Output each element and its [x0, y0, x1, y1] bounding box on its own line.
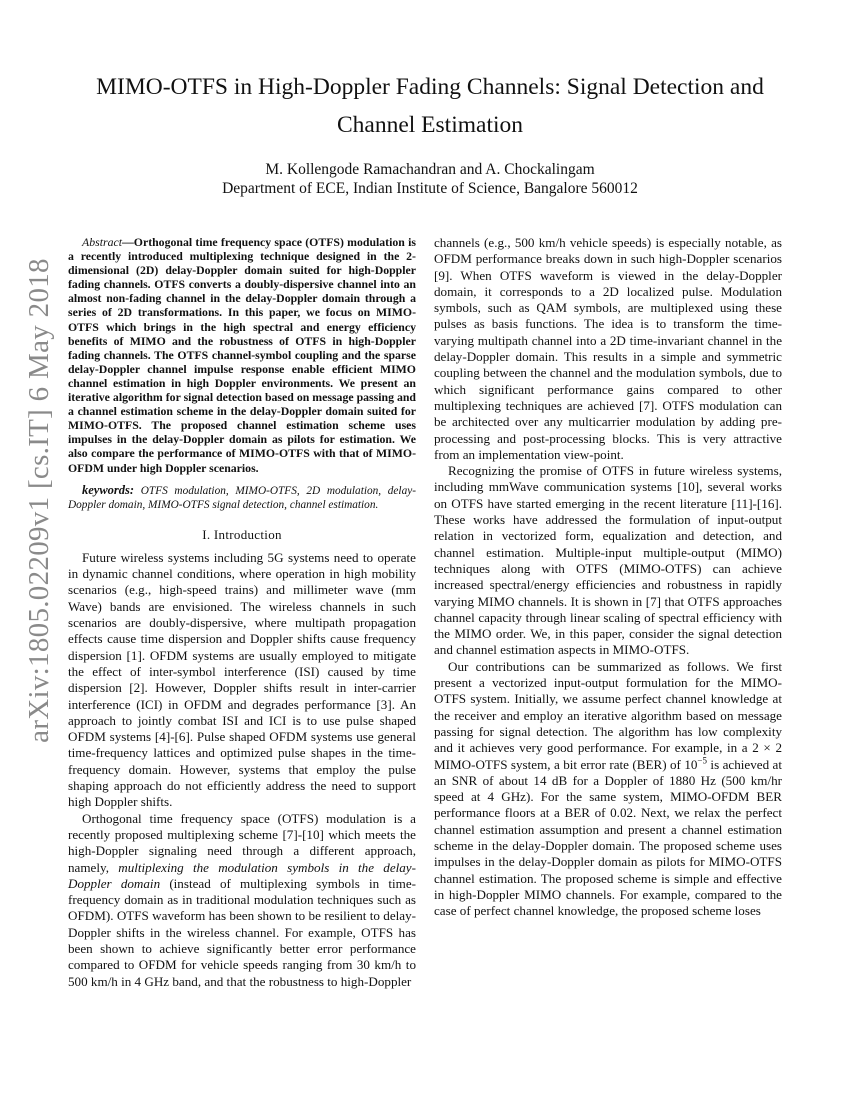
arxiv-id: arXiv:1805.02209v1 [cs.IT] 6 May 2018: [22, 257, 55, 743]
paragraph-4-text-c: is achieved at an SNR of about 14 dB for a Doppler of 1880 Hz (500 km/hr speed at 4 GHz). For the same system, MIMO-OFDM BER performance floors at a BER of 0.02. Next, we relax the perfect channel estimation assumption and present a channel estimation scheme in the delay-Doppler domain. The proposed scheme uses impulses in the delay-Doppler domain as pilots for MIMO-OTFS channel estimation. The proposed scheme is simple and effective in high-Doppler MIMO channels. For example, compared to the case of perfect channel knowledge, the proposed scheme loses: [434, 756, 782, 919]
paragraph-2-text-b: (instead of multiplexing symbols in time-frequency domain as in traditional modulation techniques such as OFDM). OTFS waveform has been shown to be resilient to delay-Doppler shifts in the wireless channel. For example, OTFS has been shown to achieve significantly better error performance compared to OFDM for vehicle speeds ranging from 30 km/h to 500 km/h in 4 GHz band, and that the robustness to high-Doppler: [68, 875, 417, 989]
paragraph-4-text-a: Our contributions can be summarized as follows. We first present a vectorized input-output formulation for the MIMO-OTFS system. Initially, we assume perfect channel knowledge at the receiver and employ an iterative algorithm based on message passing for signal detection. The algorithm has low complexity and it achieves very good performance. For example, in a: [434, 658, 782, 756]
abstract: [68, 235, 416, 475]
paragraph-1: Future wireless systems including 5G systems need to operate in dynamic channel conditions, where operation in high mobility scenarios (e.g., high-speed trains) and millimeter wave (mm Wave) bands are envisioned. The wireless channels in such scenarios are doubly-dispersive, where multipath propagation effects cause time dispersion and Doppler shifts cause frequency dispersion [1]. OFDM systems are usually employed to mitigate the effect of inter-symbol interference (ISI) caused by time dispersion [2]. However, Doppler shifts result in inter-carrier interference (ICI) in OFDM and degrades performance [3]. An approach to jointly combat ISI and ICI is to use pulse shaped OFDM systems [4]-[6]. Pulse shaped OFDM systems use general time-frequency lattices and optimized pulse shapes in the time-frequency domain. However, systems that employ the pulse shaping approach do not efficiently address the need to support high Doppler shifts.: [68, 549, 416, 810]
paragraph-4: [434, 659, 782, 920]
author-names: M. Kollengode Ramachandran and A. Chockalingam: [265, 161, 595, 178]
paragraph-4-text-b: MIMO-OTFS system, a bit error rate (BER) of: [434, 756, 685, 772]
ber-exponent: −5: [697, 755, 707, 766]
ber-base: 10: [684, 756, 698, 772]
left-column: [68, 235, 416, 990]
author-affiliation: Department of ECE, Indian Institute of Science, Bangalore 560012: [222, 180, 638, 197]
paragraph-2-text-a: Orthogonal time frequency space (OTFS) modulation is a recently proposed multiplexing scheme [7]-[10] which meets the high-Doppler signaling need through a different approach, namely,: [68, 810, 416, 875]
author-block: [60, 160, 800, 198]
keywords: [68, 483, 416, 512]
paragraph-2-emphasis: multiplexing the modulation symbols in the delay-Doppler domain: [68, 859, 416, 891]
mimo-dimension: 2 × 2: [752, 740, 782, 756]
paragraph-2: [68, 811, 416, 990]
arxiv-sidebar-stamp: [14, 220, 64, 780]
keywords-text: OTFS modulation, MIMO-OTFS, 2D modulation, delay-Doppler domain, MIMO-OTFS signal detection, channel estimation.: [68, 484, 416, 511]
ber-value: [684, 757, 707, 772]
paragraph-3: Recognizing the promise of OTFS in future wireless systems, including mmWave communication systems [10], several works on OTFS have started emerging in the recent literature [11]-[16]. These works have addressed the formulation of input-output relation in vectorized form, equalization and detection, and channel estimation. Multiple-input multiple-output (MIMO) techniques along with OTFS (MIMO-OTFS) can achieve increased spectral/energy efficiencies and robustness in rapidly varying MIMO channels. It is shown in [7] that OTFS approaches channel capacity through linear scaling of spectral efficiency with the MIMO order. We, in this paper, consider the signal detection and channel estimation aspects in MIMO-OTFS.: [434, 463, 782, 658]
paragraph-2-continued: channels (e.g., 500 km/h vehicle speeds) is especially notable, as OFDM performance breaks down in such high-Doppler scenarios [9]. When OTFS waveform is viewed in the delay-Doppler domain, it corresponds to a 2D localized pulse. Modulation symbols, such as QAM symbols, are multiplexed using these pulses as basis functions. The idea is to transform the time-varying multipath channel into a 2D time-invariant channel in the delay-Doppler domain. This results in a simple and symmetric coupling between the channel and the modulation symbols, due to which significant performance gains compared to other multiplexing techniques are achieved [7]. OTFS modulation can be architected over any multicarrier modulation by adding pre-processing and post-processing blocks. This is very attractive from an implementation view-point.: [434, 235, 782, 462]
abstract-text: —Orthogonal time frequency space (OTFS) modulation is a recently introduced multiplexing technique designed in the 2-dimensional (2D) delay-Doppler domain suited for high-Doppler fading channels. OTFS converts a doubly-dispersive channel into an almost non-fading channel in the delay-Doppler domain through a series of 2D transformations. In this paper, we focus on MIMO-OTFS which brings in the high spectral and energy efficiency benefits of MIMO and the robustness of OTFS in high-Doppler fading channels. The OTFS channel-symbol coupling and the sparse delay-Doppler channel impulse response enable efficient MIMO channel estimation in high Doppler environments. We present an iterative algorithm for signal detection based on message passing and a channel estimation scheme in the delay-Doppler domain suited for MIMO-OTFS. The proposed channel estimation scheme uses impulses in the delay-Doppler domain as pilots for estimation. We also compare the performance of MIMO-OTFS with that of MIMO-OFDM under high Doppler scenarios.: [68, 235, 416, 475]
right-column: [434, 235, 782, 919]
abstract-label: Abstract: [82, 235, 122, 249]
paper-title: MIMO-OTFS in High-Doppler Fading Channels: Signal Detection and Channel Estimation: [96, 74, 764, 138]
section-heading-introduction: I. Introduction: [202, 526, 282, 542]
keywords-label: keywords:: [82, 482, 135, 497]
